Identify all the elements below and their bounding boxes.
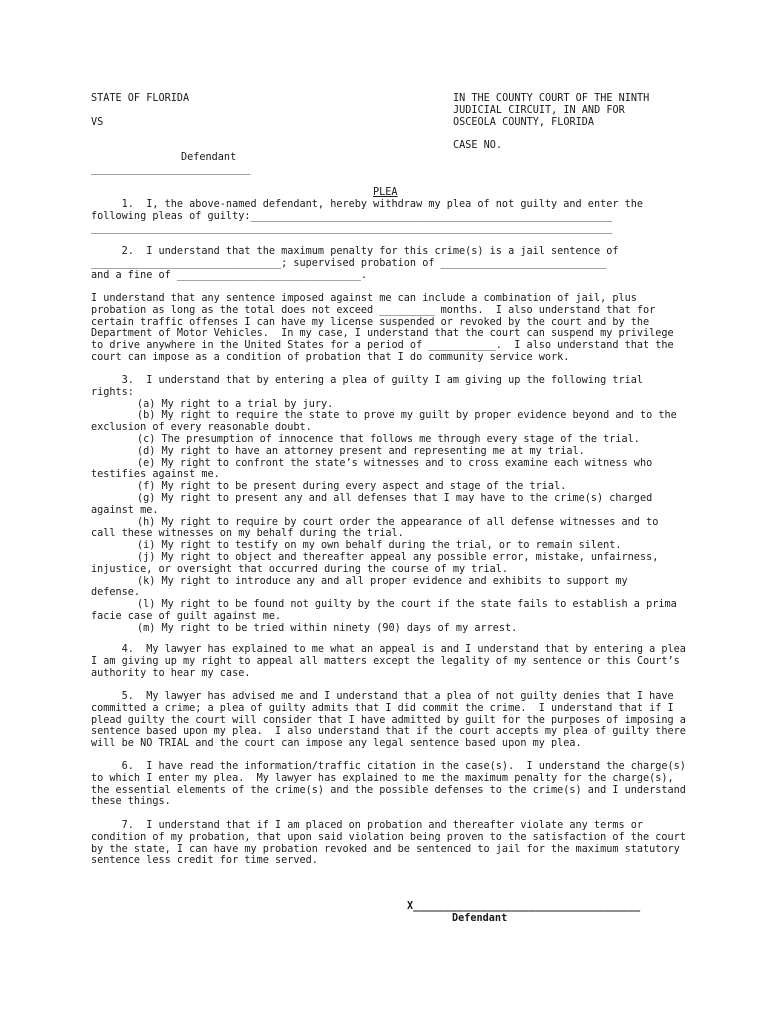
right-j-continued: injustice, or oversight that occurred during the course of my trial. xyxy=(91,563,509,575)
guilty-pleas-blank: following pleas of guilty:___________________________________________________________ xyxy=(91,210,613,222)
right-h-continued: call these witnesses on my behalf during the trial. xyxy=(91,528,404,540)
paragraph-line: Department of Motor Vehicles. In my case, I understand that the court can suspend my privilege xyxy=(91,328,674,340)
case-number-label: CASE NO. xyxy=(453,140,503,151)
defendant-caption-label: Defendant xyxy=(181,152,237,163)
right-b: (b) My right to require the state to prove my guilt by proper evidence beyond and to the xyxy=(137,410,677,422)
right-a: (a) My right to a trial by jury. xyxy=(137,398,334,410)
right-m: (m) My right to be tried within ninety (90) days of my arrest. xyxy=(137,622,518,634)
paragraph-line: 4. My lawyer has explained to me what an appeal is and I understand that by entering a plea xyxy=(91,644,686,655)
paragraph-line: authority to hear my case. xyxy=(91,667,251,679)
document-title: PLEA xyxy=(373,187,398,198)
paragraph-line: 2. I understand that the maximum penalty for this crime(s) is a jail sentence of xyxy=(91,246,619,257)
signature-line xyxy=(407,901,640,913)
right-k-continued: defense. xyxy=(91,587,141,599)
paragraph-line: by the state, I can have my probation revoked and be sentenced to jail for the maximum statutory xyxy=(91,843,680,855)
fine-blank: and a fine of ______________________________. xyxy=(91,269,368,281)
signature-underline: _____________________________________ xyxy=(413,901,641,912)
paragraph-1 xyxy=(91,199,671,234)
paragraph-2 xyxy=(91,246,671,281)
paragraph-3 xyxy=(91,375,677,635)
right-b-continued: exclusion of every reasonable doubt. xyxy=(91,422,312,434)
paragraph-line: I am giving up my right to appeal all matters except the legality of my sentence or this Court’s xyxy=(91,655,680,667)
paragraph-line: will be NO TRIAL and the court can impose any legal sentence based upon my plea. xyxy=(91,738,582,750)
court-line-3: OSCEOLA COUNTY, FLORIDA xyxy=(453,117,595,128)
state-label: STATE OF FLORIDA xyxy=(91,93,190,104)
signature-label: Defendant xyxy=(452,913,508,924)
paragraph-line: 7. I understand that if I am placed on probation and thereafter violate any terms or xyxy=(91,820,644,831)
guilty-pleas-blank-continued: _____________________________________________________________________________________ xyxy=(91,222,613,234)
jail-probation-blanks: _______________________________; supervised probation of ___________________________ xyxy=(91,257,607,269)
paragraph-line: to which I enter my plea. My lawyer has explained to me the maximum penalty for the charge(s), xyxy=(91,772,674,784)
paragraph-sentence-combination xyxy=(91,293,674,364)
paragraph-7 xyxy=(91,820,686,867)
paragraph-line: sentence less credit for time served. xyxy=(91,855,318,867)
paragraph-line: condition of my probation, that upon said violation being proven to the satisfaction of the court xyxy=(91,831,686,843)
paragraph-line: 1. I, the above-named defendant, hereby withdraw my plea of not guilty and enter the xyxy=(91,199,644,210)
court-line-2: JUDICIAL CIRCUIT, IN AND FOR xyxy=(453,105,625,116)
right-d: (d) My right to have an attorney present and representing me at my trial. xyxy=(137,445,585,457)
signature-mark: X xyxy=(407,901,414,912)
right-h: (h) My right to require by court order the appearance of all defense witnesses and to xyxy=(137,516,659,528)
paragraph-line: 6. I have read the information/traffic citation in the case(s). I understand the charge(s) xyxy=(91,761,686,772)
right-l-continued: facie case of guilt against me. xyxy=(91,610,282,622)
paragraph-line: committed a crime; a plea of guilty admits that I did commit the crime. I understand that if I xyxy=(91,702,674,714)
paragraph-5 xyxy=(91,691,686,750)
right-g-continued: against me. xyxy=(91,504,159,516)
right-l: (l) My right to be found not guilty by the court if the state fails to establish a prima xyxy=(137,599,677,611)
paragraph-line: rights: xyxy=(91,386,134,398)
defendant-name-line: __________________________ xyxy=(91,164,251,175)
paragraph-line: to drive anywhere in the United States for a period of ___________. I also understand that the xyxy=(91,340,674,352)
right-k: (k) My right to introduce any and all proper evidence and exhibits to support my xyxy=(137,575,628,587)
right-j: (j) My right to object and thereafter appeal any possible error, mistake, unfairness, xyxy=(137,551,659,563)
right-f: (f) My right to be present during every aspect and stage of the trial. xyxy=(137,481,567,493)
paragraph-6 xyxy=(91,761,686,808)
paragraph-line: sentence based upon my plea. I also understand that if the court accepts my plea of guilty there xyxy=(91,726,686,738)
paragraph-line: certain traffic offenses I can have my license suspended or revoked by the court and by the xyxy=(91,316,650,328)
right-e: (e) My right to confront the state’s witnesses and to cross examine each witness who xyxy=(137,457,653,469)
paragraph-line: court can impose as a condition of probation that I do community service work. xyxy=(91,351,570,363)
paragraph-line: 5. My lawyer has advised me and I understand that a plea of not guilty denies that I have xyxy=(91,691,674,702)
paragraph-line: the essential elements of the crime(s) and the possible defenses to the crime(s) and I understand xyxy=(91,784,686,796)
right-c: (c) The presumption of innocence that follows me through every stage of the trial. xyxy=(137,433,640,445)
right-i: (i) My right to testify on my own behalf during the trial, or to remain silent. xyxy=(137,540,622,552)
paragraph-line: I understand that any sentence imposed against me can include a combination of jail, plus xyxy=(91,293,637,304)
paragraph-line: probation as long as the total does not exceed _________ months. I also understand that for xyxy=(91,304,656,316)
court-line-1: IN THE COUNTY COURT OF THE NINTH xyxy=(453,93,650,104)
paragraph-line: these things. xyxy=(91,796,171,808)
right-g: (g) My right to present any and all defenses that I may have to the crime(s) charged xyxy=(137,492,653,504)
paragraph-line: 3. I understand that by entering a plea of guilty I am giving up the following trial xyxy=(91,375,644,386)
vs-label: VS xyxy=(91,117,104,128)
paragraph-4 xyxy=(91,644,686,679)
paragraph-line: plead guilty the court will consider that I have admitted by guilt for the purposes of imposing a xyxy=(91,714,686,726)
right-e-continued: testifies against me. xyxy=(91,469,220,481)
